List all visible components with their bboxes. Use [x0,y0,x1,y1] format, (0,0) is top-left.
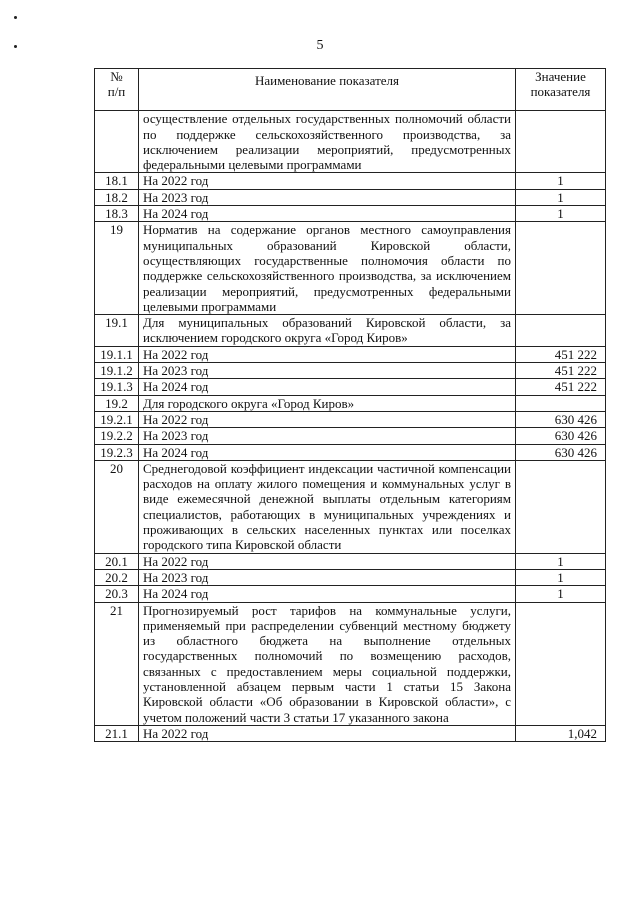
table-row [95,346,606,362]
table-row [95,206,606,222]
table-row [95,725,606,741]
table-row [95,569,606,585]
row-number: 18.1 [95,173,139,189]
table-row [95,586,606,602]
row-value: 1 [516,206,606,222]
row-indicator-name: осуществление отдельных государственных полномочий области по поддержке сельскохозяйственного производства, за исключением реализации мероприятий, предусмотренных федеральными целевыми программами [139,111,516,173]
row-value [516,460,606,553]
row-value: 1,042 [516,725,606,741]
table-row [95,173,606,189]
row-number: 21.1 [95,725,139,741]
row-value: 630 426 [516,444,606,460]
row-number: 19.2.1 [95,411,139,427]
row-value [516,111,606,173]
row-number: 20.2 [95,569,139,585]
row-value: 1 [516,553,606,569]
row-value: 451 222 [516,346,606,362]
row-value: 451 222 [516,363,606,379]
row-number: 19.2 [95,395,139,411]
row-number: 18.2 [95,189,139,205]
row-value: 630 426 [516,411,606,427]
row-indicator-name: На 2022 год [139,725,516,741]
header-value-line2: показателя [530,84,591,100]
row-indicator-name: На 2024 год [139,206,516,222]
indicators-table [94,68,606,742]
table-row [95,444,606,460]
row-number [95,111,139,173]
row-indicator-name: На 2023 год [139,363,516,379]
table-row [95,460,606,553]
row-indicator-name: На 2022 год [139,553,516,569]
row-indicator-name: Среднегодовой коэффициент индексации частичной компенсации расходов на оплату жилого помещения и коммунальных услуг в виде ежемесячной денежной выплаты отдельным категориям специалистов, работающих в муниципальных учреждениях и проживающих в сельских населенных пунктах или поселках городского типа Кировской области [139,460,516,553]
header-num-line2: п/п [107,84,126,100]
row-number: 19.1.3 [95,379,139,395]
row-indicator-name: На 2022 год [139,346,516,362]
row-indicator-name: На 2024 год [139,444,516,460]
table-row [95,189,606,205]
page-number: 5 [316,38,324,53]
row-number: 19.2.3 [95,444,139,460]
header-value [516,69,606,111]
row-number: 20 [95,460,139,553]
row-value: 1 [516,586,606,602]
table-row [95,553,606,569]
row-number: 20.3 [95,586,139,602]
row-indicator-name: Для муниципальных образований Кировской области, за исключением городского округа «Город Киров» [139,315,516,347]
table-header [95,69,606,111]
row-number: 19.1.1 [95,346,139,362]
row-value [516,602,606,725]
header-name: Наименование показателя [139,69,516,111]
table-row [95,411,606,427]
row-value: 1 [516,173,606,189]
row-number: 19 [95,222,139,315]
row-value [516,315,606,347]
header-value-line1: Значение [535,69,586,84]
row-indicator-name: На 2023 год [139,569,516,585]
header-num [95,69,139,111]
header-num-line1: № [110,69,123,84]
row-indicator-name: Норматив на содержание органов местного самоуправления муниципальных образований Кировской области, осуществляющих государственные полномочия области по поддержке сельскохозяйственного производства, за исключением реализации мероприятий, предусмотренных федеральными целевыми программами [139,222,516,315]
row-number: 19.1.2 [95,363,139,379]
row-indicator-name: На 2022 год [139,173,516,189]
row-number: 19.2.2 [95,428,139,444]
table-row [95,379,606,395]
table-row [95,111,606,173]
row-value [516,395,606,411]
row-indicator-name: Прогнозируемый рост тарифов на коммунальные услуги, применяемый при распределении субвенций местному бюджету из областного бюджета на выполнение отдельных государственных полномочий по возмещению расходов, связанных с предоставлением меры социальной поддержки, установленной абзацем первым части 1 статьи 15 Закона Кировской области «Об образовании в Кировской области», с учетом положений части 3 статьи 17 указанного закона [139,602,516,725]
table-row [95,428,606,444]
row-value: 451 222 [516,379,606,395]
table-row [95,395,606,411]
row-value [516,222,606,315]
row-number: 21 [95,602,139,725]
row-number: 18.3 [95,206,139,222]
table-row [95,363,606,379]
table-row [95,315,606,347]
row-indicator-name: На 2022 год [139,411,516,427]
row-indicator-name: На 2024 год [139,379,516,395]
margin-dot [14,16,17,19]
row-value: 630 426 [516,428,606,444]
row-value: 1 [516,569,606,585]
row-number: 19.1 [95,315,139,347]
row-indicator-name: На 2024 год [139,586,516,602]
table-row [95,222,606,315]
table-row [95,602,606,725]
row-number: 20.1 [95,553,139,569]
row-indicator-name: На 2023 год [139,189,516,205]
row-value: 1 [516,189,606,205]
row-indicator-name: На 2023 год [139,428,516,444]
row-indicator-name: Для городского округа «Город Киров» [139,395,516,411]
